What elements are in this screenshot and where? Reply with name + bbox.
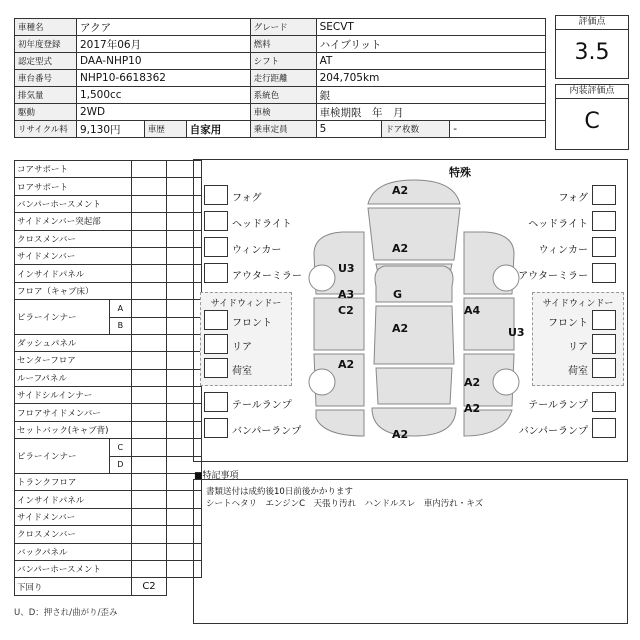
spec-value: 2WD <box>76 104 250 121</box>
spec-label: 初年度登録 <box>15 36 77 53</box>
left-rear-wheel <box>309 369 335 395</box>
doors-value: - <box>450 121 546 138</box>
frame-label: バンパーホースメント <box>15 560 132 577</box>
frame-cell-left[interactable] <box>132 213 167 230</box>
frame-row <box>15 213 202 230</box>
spec-value: 銀 <box>316 87 545 104</box>
frame-cell-left[interactable] <box>132 387 167 404</box>
frame-label: サイドメンバー <box>15 508 132 525</box>
frame-label: コアサポート <box>15 161 132 178</box>
frame-cell-left[interactable] <box>132 421 167 438</box>
recycle-value: 9,130円 <box>76 121 144 138</box>
frame-cell-left[interactable] <box>132 161 167 178</box>
spec-value: ハイブリット <box>316 36 545 53</box>
grade-left-front: U3 <box>338 262 355 275</box>
spec-value: アクア <box>76 19 250 36</box>
pillar-sub-label: B <box>109 317 131 334</box>
left-fog-checkbox[interactable] <box>204 185 228 205</box>
rating-value: 3.5 <box>574 40 610 65</box>
right-headlight-label: ヘッドライト <box>528 219 588 230</box>
left-window-rear-label: リア <box>232 342 252 353</box>
frame-row <box>15 578 202 595</box>
left-window-cargo-label: 荷室 <box>232 366 252 377</box>
frame-cell-left[interactable] <box>132 178 167 195</box>
right-mirror-label: アウターミラー <box>518 271 588 282</box>
spec-row <box>15 121 546 138</box>
left-winker-checkbox[interactable] <box>204 237 228 257</box>
frame-cell-left[interactable] <box>132 300 167 317</box>
frame-row <box>15 265 202 282</box>
spec-label: 認定型式 <box>15 53 77 70</box>
spec-label: 車種名 <box>15 19 77 36</box>
frame-cell-left[interactable] <box>132 543 167 560</box>
rating-label: 評価点 <box>556 16 628 30</box>
left-window-front-label: フロント <box>232 318 272 329</box>
right-window-rear-label: リア <box>568 342 588 353</box>
frame-row <box>15 387 202 404</box>
frame-label: セットバック(キャブ背) <box>15 421 132 438</box>
frame-row <box>15 508 202 525</box>
spec-label: 系統色 <box>250 87 316 104</box>
pillar-sub-label: D <box>109 456 131 473</box>
left-bumper-lamp-checkbox[interactable] <box>204 418 228 438</box>
frame-cell-left[interactable] <box>132 560 167 577</box>
spec-value: 2017年06月 <box>76 36 250 53</box>
frame-label: ロアサポート <box>15 178 132 195</box>
notes-box <box>193 479 628 624</box>
history-value: 自家用 <box>186 121 250 138</box>
pillar-label: ピラーインナー <box>15 300 110 335</box>
frame-label: ダッシュパネル <box>15 334 132 351</box>
spec-label: 走行距離 <box>250 70 316 87</box>
doors-label: ドア枚数 <box>382 121 450 138</box>
notes-line-1: 書類送付は成約後10日前後かかります <box>206 487 353 497</box>
right-window-rear-checkbox[interactable] <box>592 334 616 354</box>
capacity-label: 乗車定員 <box>250 121 316 138</box>
frame-cell-left[interactable] <box>132 195 167 212</box>
right-bumper-lamp-checkbox[interactable] <box>592 418 616 438</box>
right-tail-lamp-checkbox[interactable] <box>592 392 616 412</box>
grade-roof: A2 <box>392 322 409 335</box>
left-mirror-checkbox[interactable] <box>204 263 228 283</box>
front-bumper-panel <box>368 180 460 204</box>
frame-cell-left[interactable] <box>132 474 167 491</box>
right-winker-label: ウィンカー <box>538 245 588 256</box>
frame-label: インサイドパネル <box>15 491 132 508</box>
history-label: 車歴 <box>144 121 186 138</box>
grade-right-door-front: A4 <box>464 304 481 317</box>
roof-panel <box>374 306 454 364</box>
grade-right-rear: A2 <box>464 402 481 415</box>
frame-cell-left[interactable] <box>132 439 167 456</box>
frame-label: バックパネル <box>15 543 132 560</box>
frame-row <box>15 161 202 178</box>
left-front-wheel <box>309 265 335 291</box>
right-side-window-title: サイドウィンドー <box>542 299 614 309</box>
left-fog-label: フォグ <box>232 193 262 204</box>
right-headlight-checkbox[interactable] <box>592 211 616 231</box>
left-window-front-checkbox[interactable] <box>204 310 228 330</box>
spec-label: グレード <box>250 19 316 36</box>
frame-cell-left[interactable] <box>132 526 167 543</box>
frame-cell-left[interactable] <box>132 317 167 334</box>
recycle-label: リサイクル料 <box>15 121 77 138</box>
right-tail-lamp-label: テールランプ <box>528 400 588 411</box>
frame-label: バンパーホースメント <box>15 195 132 212</box>
right-fog-label: フォグ <box>558 193 588 204</box>
right-bumper-lamp-label: バンパーランプ <box>518 426 588 437</box>
pillar-sub-label: A <box>109 300 131 317</box>
capacity-value: 5 <box>316 121 382 138</box>
spec-label: 車検 <box>250 104 316 121</box>
left-window-cargo-checkbox[interactable] <box>204 358 228 378</box>
frame-label: サイドメンバー <box>15 247 132 264</box>
grade-glass: G <box>393 288 403 301</box>
notes-line-2: シートヘタリ エンジンC 天張り汚れ ハンドルスレ 車内汚れ・キズ <box>206 499 484 509</box>
pillar-sub-label: C <box>109 439 131 456</box>
notes-title: ■特記事項 <box>194 471 239 481</box>
spec-value: 204,705km <box>316 70 545 87</box>
interior-rating-box <box>555 84 629 150</box>
left-tail-lamp-label: テールランプ <box>232 400 292 411</box>
frame-row <box>15 334 202 351</box>
rear-glass-panel <box>376 368 452 404</box>
frame-row <box>15 300 202 317</box>
left-rear-fender-panel <box>316 410 364 436</box>
frame-cell-left[interactable] <box>132 265 167 282</box>
frame-row <box>15 247 202 264</box>
right-rear-wheel <box>493 369 519 395</box>
undercarriage-label: 下回り <box>15 578 132 595</box>
grade-right-front-fender: U3 <box>508 326 525 339</box>
car-diagram <box>294 174 534 460</box>
grade-left-pillar: A3 <box>338 288 355 301</box>
front-glass-panel <box>375 266 453 302</box>
rear-bumper-panel <box>372 408 456 436</box>
spec-value: 車検期限 年 月 <box>316 104 545 121</box>
grade-rear-bumper: A2 <box>392 428 409 441</box>
frame-row <box>15 526 202 543</box>
left-side-window-title: サイドウィンドー <box>210 299 282 309</box>
frame-label: フロアサイドメンバー <box>15 404 132 421</box>
frame-label: サイドメンバー突起部 <box>15 213 132 230</box>
spec-row <box>15 87 546 104</box>
frame-row <box>15 421 202 438</box>
frame-row <box>15 369 202 386</box>
spec-label: 排気量 <box>15 87 77 104</box>
frame-cell-left[interactable] <box>132 230 167 247</box>
spec-row <box>15 19 546 36</box>
grade-front-bumper: A2 <box>392 184 409 197</box>
spec-value: NHP10-6618362 <box>76 70 250 87</box>
frame-label: サイドシルインナー <box>15 387 132 404</box>
spec-value: 1,500cc <box>76 87 250 104</box>
frame-cell-left[interactable] <box>132 491 167 508</box>
spec-value: DAA-NHP10 <box>76 53 250 70</box>
spec-label: 燃料 <box>250 36 316 53</box>
grade-hood: A2 <box>392 242 409 255</box>
interior-rating-label: 内装評価点 <box>556 85 628 99</box>
hood-panel <box>368 208 460 260</box>
right-mirror-checkbox[interactable] <box>592 263 616 283</box>
frame-row <box>15 491 202 508</box>
grade-right-door-rear: A2 <box>464 376 481 389</box>
frame-row <box>15 404 202 421</box>
frame-cell-left[interactable] <box>132 369 167 386</box>
frame-label: ルーフパネル <box>15 369 132 386</box>
frame-row <box>15 543 202 560</box>
frame-row <box>15 178 202 195</box>
frame-row <box>15 439 202 456</box>
frame-label: トランクフロア <box>15 474 132 491</box>
grade-left-door-rear: A2 <box>338 358 355 371</box>
left-winker-label: ウィンカー <box>232 245 282 256</box>
right-window-front-checkbox[interactable] <box>592 310 616 330</box>
frame-cell-left[interactable] <box>132 334 167 351</box>
right-fog-checkbox[interactable] <box>592 185 616 205</box>
left-tail-lamp-checkbox[interactable] <box>204 392 228 412</box>
grade-left-door-front: C2 <box>338 304 354 317</box>
left-headlight-label: ヘッドライト <box>232 219 292 230</box>
frame-row <box>15 282 202 299</box>
spec-label: シフト <box>250 53 316 70</box>
frame-cell-left[interactable] <box>132 404 167 421</box>
frame-label: クロスメンバー <box>15 230 132 247</box>
undercarriage-value: C2 <box>132 578 167 595</box>
spec-table <box>14 18 546 138</box>
spec-row <box>15 53 546 70</box>
left-mirror-label: アウターミラー <box>232 271 302 282</box>
spec-label: 駆動 <box>15 104 77 121</box>
damage-diagram <box>193 159 628 462</box>
left-window-rear-checkbox[interactable] <box>204 334 228 354</box>
frame-cell-left[interactable] <box>132 456 167 473</box>
frame-row <box>15 560 202 577</box>
frame-table <box>14 160 202 596</box>
frame-label: インサイドパネル <box>15 265 132 282</box>
frame-cell-left[interactable] <box>132 508 167 525</box>
frame-row <box>15 195 202 212</box>
frame-row <box>15 230 202 247</box>
right-winker-checkbox[interactable] <box>592 237 616 257</box>
right-window-cargo-checkbox[interactable] <box>592 358 616 378</box>
frame-row <box>15 474 202 491</box>
frame-cell-left[interactable] <box>132 247 167 264</box>
frame-cell-left[interactable] <box>132 282 167 299</box>
left-headlight-checkbox[interactable] <box>204 211 228 231</box>
spec-value: SECVT <box>316 19 545 36</box>
frame-label: クロスメンバー <box>15 526 132 543</box>
right-window-front-label: フロント <box>548 318 588 329</box>
spec-row <box>15 36 546 53</box>
spec-row <box>15 70 546 87</box>
frame-label: フロア（キャブ床） <box>15 282 132 299</box>
left-bumper-lamp-label: バンパーランプ <box>232 426 302 437</box>
frame-legend: U、D：押され/曲がり/歪み <box>14 608 118 618</box>
right-window-cargo-label: 荷室 <box>568 366 588 377</box>
frame-row <box>15 352 202 369</box>
pillar-label: ピラーインナー <box>15 439 110 474</box>
spec-row <box>15 104 546 121</box>
spec-value: AT <box>316 53 545 70</box>
interior-rating-value: C <box>584 109 600 134</box>
frame-cell-left[interactable] <box>132 352 167 369</box>
rating-box <box>555 15 629 79</box>
diagram-title: 特殊 <box>449 166 471 179</box>
spec-label: 車台番号 <box>15 70 77 87</box>
frame-label: センターフロア <box>15 352 132 369</box>
